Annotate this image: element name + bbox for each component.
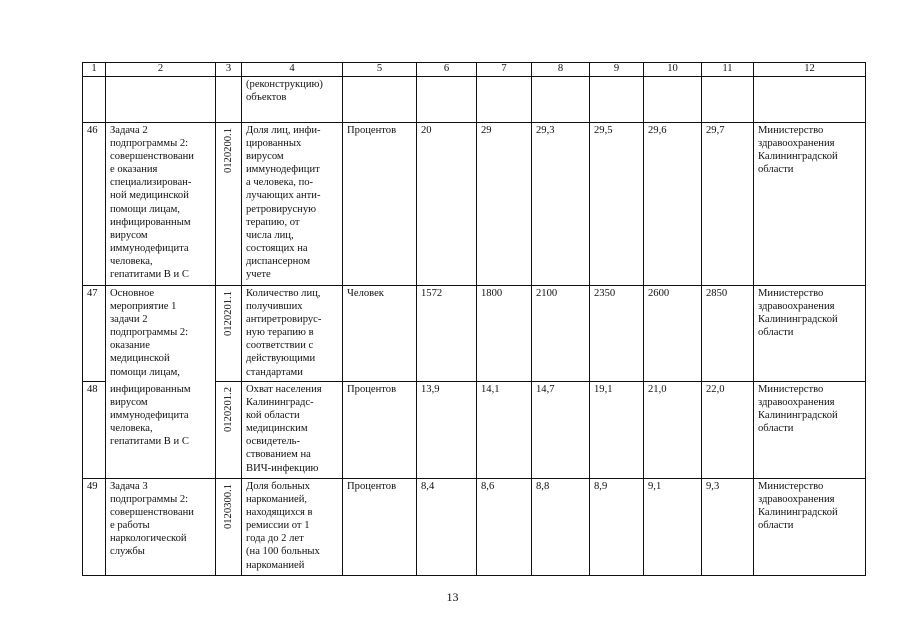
col-header-7: 7 (477, 63, 532, 77)
indicator-cell: Охват населения Калининградс- кой области медицинским освидетель- ствованием на ВИЧ-инфекцию (242, 382, 343, 479)
value-cell: 13,9 (417, 382, 477, 479)
code-cell: 0120201.2 (216, 382, 242, 479)
value-cell: 9,3 (702, 479, 754, 576)
task-cell: Задача 3 подпрограммы 2: совершенствовани е работы наркологической службы (106, 479, 216, 576)
value-cell: 8,6 (477, 479, 532, 576)
col-header-5: 5 (343, 63, 417, 77)
table-row (83, 123, 866, 286)
col-header-3: 3 (216, 63, 242, 77)
row-number: 49 (83, 479, 106, 576)
value-cell: 22,0 (702, 382, 754, 479)
row-number: 48 (83, 382, 106, 479)
indicators-table (82, 62, 866, 576)
executor-cell: Министерство здравоохранения Калининградской области (754, 382, 866, 479)
code-cell: 0120300.1 (216, 479, 242, 576)
col-header-2: 2 (106, 63, 216, 77)
executor-cell: Министерство здравоохранения Калининградской области (754, 123, 866, 286)
value-cell: 8,4 (417, 479, 477, 576)
value-cell: 9,1 (644, 479, 702, 576)
col-header-10: 10 (644, 63, 702, 77)
value-cell: 14,7 (532, 382, 590, 479)
indicator-cell: Доля лиц, инфи- цированных вирусом иммунодефицит а человека, по- лучающих анти- ретровирусную терапию, от числа лиц, состоящих на диспансерном учете (242, 123, 343, 286)
value-cell: 19,1 (590, 382, 644, 479)
value-cell: 29,3 (532, 123, 590, 286)
executor-cell: Министерство здравоохранения Калининградской области (754, 479, 866, 576)
col-header-9: 9 (590, 63, 644, 77)
value-cell: 20 (417, 123, 477, 286)
page-number: 13 (446, 590, 459, 604)
value-cell: 14,1 (477, 382, 532, 479)
row-number: 46 (83, 123, 106, 286)
row-number: 47 (83, 286, 106, 382)
value-cell: 2600 (644, 286, 702, 382)
value-cell: 8,9 (590, 479, 644, 576)
value-cell: 2100 (532, 286, 590, 382)
col-header-1: 1 (83, 63, 106, 77)
value-cell: 2350 (590, 286, 644, 382)
indicator-cell: Количество лиц, получивших антиретровирус- ную терапию в соответствии с действующими стандартами (242, 286, 343, 382)
col-header-8: 8 (532, 63, 590, 77)
executor-cell: Министерство здравоохранения Калининградской области (754, 286, 866, 382)
col-header-12: 12 (754, 63, 866, 77)
table-row (83, 382, 866, 479)
code-cell: 0120200.1 (216, 123, 242, 286)
unit-cell: Процентов (343, 479, 417, 576)
value-cell: 2850 (702, 286, 754, 382)
task-cell: Основное мероприятие 1 задачи 2 подпрограммы 2: оказание медицинской помощи лицам, (106, 286, 216, 382)
col-header-4: 4 (242, 63, 343, 77)
header-row (83, 63, 866, 77)
col-header-11: 11 (702, 63, 754, 77)
value-cell: 29 (477, 123, 532, 286)
value-cell: 8,8 (532, 479, 590, 576)
code-cell: 0120201.1 (216, 286, 242, 382)
table-row (83, 286, 866, 382)
col-header-6: 6 (417, 63, 477, 77)
value-cell: 29,6 (644, 123, 702, 286)
indicator-cell: Доля больных наркоманией, находящихся в ремиссии от 1 года до 2 лет (на 100 больных наркоманией (242, 479, 343, 576)
value-cell: 29,5 (590, 123, 644, 286)
unit-cell: Человек (343, 286, 417, 382)
value-cell: 21,0 (644, 382, 702, 479)
value-cell: 1800 (477, 286, 532, 382)
value-cell: 29,7 (702, 123, 754, 286)
continuation-row (83, 77, 866, 123)
value-cell: 1572 (417, 286, 477, 382)
task-cell: инфицированным вирусом иммунодефицита человека, гепатитами В и С (106, 382, 216, 479)
unit-cell: Процентов (343, 123, 417, 286)
task-cell: Задача 2 подпрограммы 2: совершенствовани е оказания специализирован- ной медицинской помощи лицам, инфицированным вирусом иммунодефицита человека, гепатитами В и С (106, 123, 216, 286)
continuation-indicator: (реконструкцию) объектов (242, 77, 343, 123)
unit-cell: Процентов (343, 382, 417, 479)
table-row (83, 479, 866, 576)
